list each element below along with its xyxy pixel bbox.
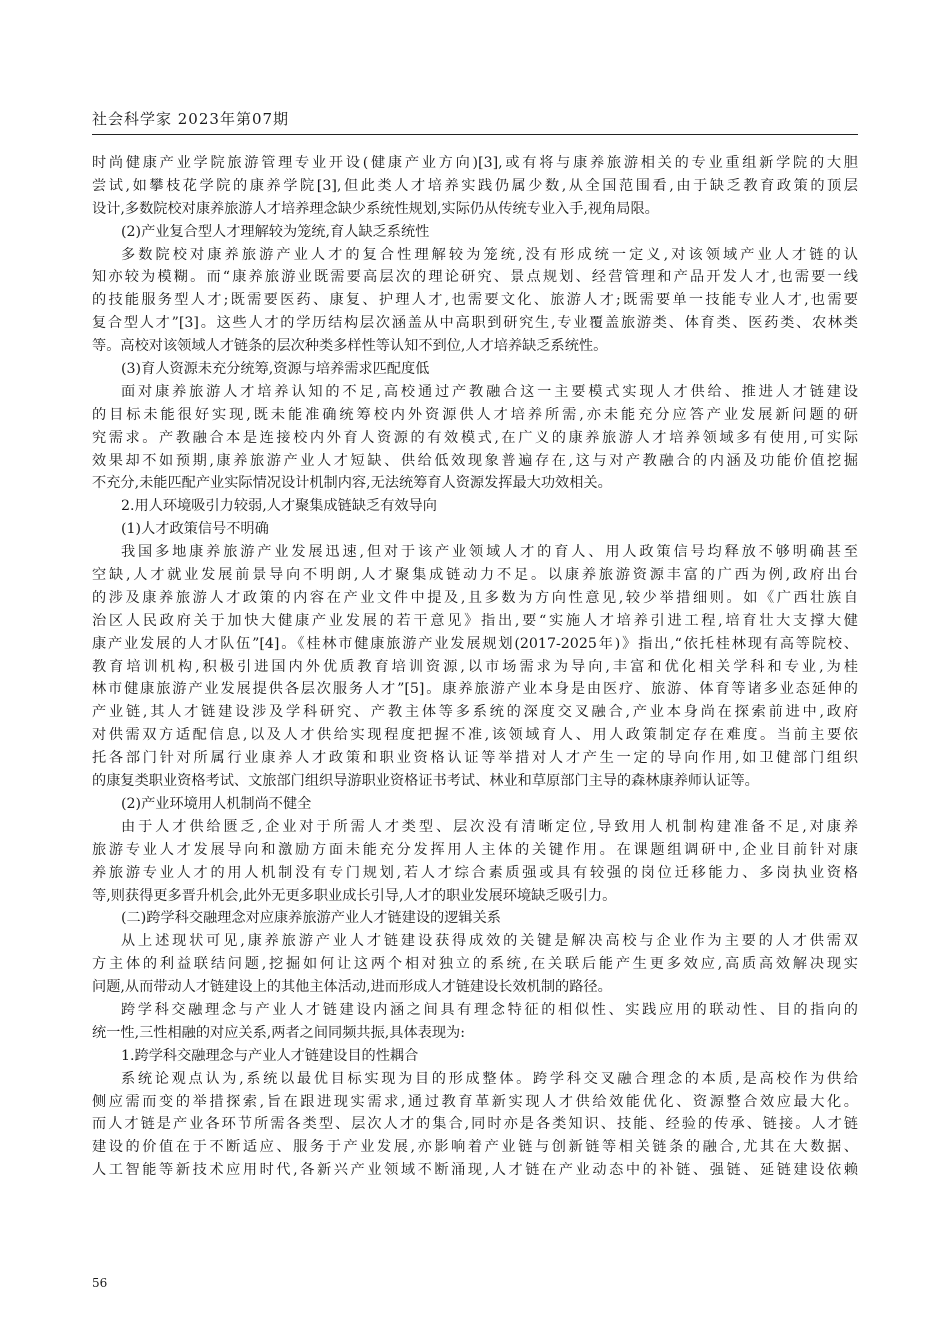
text-line: 的目标未能很好实现,既未能准确统筹校内外资源供人才培养所需,亦未能充分应答产业发展新问题的研 bbox=[92, 406, 858, 423]
text-line: 养旅游专业人才的用人机制没有专门规划,若人才综合素质强或具有较强的岗位迁移能力、多岗执业资格 bbox=[92, 864, 858, 881]
section-heading: (2)产业复合型人才理解较为笼统,育人缺乏系统性 bbox=[121, 223, 430, 240]
section-heading: (二)跨学科交融理念对应康养旅游产业人才链建设的逻辑关系 bbox=[121, 910, 501, 927]
text-line: 我国多地康养旅游产业发展迅速,但对于该产业领域人才的育人、用人政策信号均释放不够明确甚至 bbox=[121, 544, 858, 561]
text-line: 设计,多数院校对康养旅游人才培养理念缺少系统性规划,实际仍从传统专业入手,视角局限。 bbox=[92, 200, 659, 217]
section-heading: (1)人才政策信号不明确 bbox=[121, 521, 269, 538]
text-line: 教育培训机构,积极引进国内外优质教育培训资源,以市场需求为导向,丰富和优化相关学科和专业,为桂 bbox=[92, 658, 858, 675]
text-line: 由于人才供给匮乏,企业对于所需人才类型、层次没有清晰定位,导致用人机制构建准备不足,对康养 bbox=[121, 818, 858, 835]
page-number: 56 bbox=[92, 1276, 108, 1290]
text-line: 康产业发展的人才队伍”[4]。《桂林市健康旅游产业发展规划(2017-2025年)》指出,“依托桂林现有高等院校、 bbox=[92, 635, 858, 652]
text-line: 统一性,三性相融的对应关系,两者之间同频共振,具体表现为: bbox=[92, 1024, 465, 1041]
text-line: 不充分,未能匹配产业实际情况设计机制内容,无法统筹育人资源发挥最大功效相关。 bbox=[92, 475, 612, 492]
text-line: 林市健康旅游产业发展提供各层次服务人才”[5]。康养旅游产业本身是由医疗、旅游、体育等诸多业态延伸的 bbox=[92, 681, 858, 698]
text-line: 时尚健康产业学院旅游管理专业开设(健康产业方向)[3],或有将与康养旅游相关的专业重组新学院的大胆 bbox=[92, 155, 858, 171]
text-line: 问题,从而带动人才链建设上的其他主体活动,进而形成人才链建设长效机制的路径。 bbox=[92, 979, 612, 996]
section-heading: (2)产业环境用人机制尚不健全 bbox=[121, 795, 312, 812]
text-line: 跨学科交融理念与产业人才链建设内涵之间具有理念特征的相似性、实践应用的联动性、目的指向的 bbox=[121, 1001, 858, 1018]
text-line: 侧应需而变的举措探索,旨在跟进现实需求,通过教育革新实现人才供给效能优化、资源整合效应最大化。 bbox=[92, 1093, 858, 1110]
text-line: 对供需双方适配信息,以及人才供给实现程度把握不准,该领域育人、用人政策制定存在难度。当前主要依 bbox=[92, 727, 858, 744]
text-line: 产业链,其人才链建设涉及学科研究、产教主体等多系统的深度交叉融合,产业本身尚在探索前进中,政府 bbox=[92, 704, 858, 721]
text-line: 复合型人才”[3]。这些人才的学历结构层次涵盖从中高职到研究生,专业覆盖旅游类、体育类、医药类、农林类 bbox=[92, 315, 858, 332]
text-line: 空缺,人才就业发展前景导向不明朗,人才聚集成链动力不足。以康养旅游资源丰富的广西为例,政府出台 bbox=[92, 567, 858, 584]
text-line: 等,则获得更多晋升机会,此外无更多职业成长引导,人才的职业发展环境缺乏吸引力。 bbox=[92, 887, 617, 904]
text-line: 的技能服务型人才;既需要医药、康复、护理人才,也需要文化、旅游人才;既需要单一技能专业人才,也需要 bbox=[92, 292, 858, 309]
section-heading: 1.跨学科交融理念与产业人才链建设目的性耦合 bbox=[121, 1047, 419, 1064]
text-line: 尝试,如攀枝花学院的康养学院[3],但此类人才培养实践仍属少数,从全国范围看,由于缺乏教育政策的顶层 bbox=[92, 177, 858, 194]
text-line: 从上述现状可见,康养旅游产业人才链建设获得成效的关键是解决高校与企业作为主要的人才供需双 bbox=[121, 933, 858, 950]
text-line: 的涉及康养旅游人才政策的内容在产业文件中提及,且多数为方向性意见,较少举措细则。如《广西壮族自 bbox=[92, 589, 858, 606]
text-line: 等。高校对该领域人才链条的层次种类多样性等认知不到位,人才培养缺乏系统性。 bbox=[92, 338, 608, 355]
text-line: 究需求。产教融合本是连接校内外育人资源的有效模式,在广义的康养旅游人才培养领域多有使用,可实际 bbox=[92, 429, 858, 446]
text-line: 建设的价值在于不断适应、服务于产业发展,亦影响着产业链与创新链等相关链条的融合,尤其在大数据、 bbox=[92, 1139, 858, 1156]
journal-header: 社会科学家 2023年第07期 bbox=[92, 110, 290, 128]
article-body bbox=[92, 152, 858, 1182]
text-line: 知亦较为模糊。而“康养旅游业既需要高层次的理论研究、景点规划、经营管理和产品开发人才,也需要一线 bbox=[92, 269, 858, 286]
text-line: 而人才链是产业各环节所需各类型、层次人才的集合,同时亦是各类知识、技能、经验的传承、链接。人才链 bbox=[92, 1116, 858, 1133]
text-line: 面对康养旅游人才培养认知的不足,高校通过产教融合这一主要模式实现人才供给、推进人才链建设 bbox=[121, 383, 858, 400]
text-line: 系统论观点认为,系统以最优目标实现为目的形成整体。跨学科交叉融合理念的本质,是高校作为供给 bbox=[121, 1070, 858, 1087]
section-heading: (3)育人资源未充分统筹,资源与培养需求匹配度低 bbox=[121, 361, 430, 378]
text-line: 治区人民政府关于加快大健康产业发展的若干意见》指出,要“实施人才培养引进工程,培育壮大支撑大健 bbox=[92, 612, 858, 629]
text-line: 方主体的利益联结问题,挖掘如何让这两个相对独立的系统,在关联后能产生更多效应,高质高效解决现实 bbox=[92, 956, 858, 973]
text-line: 的康复类职业资格考试、文旅部门组织导游职业资格证书考试、林业和草原部门主导的森林康养师认证等。 bbox=[92, 773, 759, 790]
text-line: 托各部门针对所属行业康养人才政策和职业资格认证等举措对人才产生一定的导向作用,如卫健部门组织 bbox=[92, 750, 858, 767]
section-heading: 2.用人环境吸引力较弱,人才聚集成链缺乏有效导向 bbox=[121, 498, 437, 515]
text-line: 人工智能等新技术应用时代,各新兴产业领域不断涌现,人才链在产业动态中的补链、强链、延链建设依赖 bbox=[92, 1162, 858, 1179]
text-line: 多数院校对康养旅游产业人才的复合性理解较为笼统,没有形成统一定义,对该领域产业人才链的认 bbox=[121, 246, 858, 263]
text-line: 效果却不如预期,康养旅游产业人才短缺、供给低效现象普遍存在,这与对产教融合的内涵及功能价值挖掘 bbox=[92, 452, 858, 469]
text-line: 旅游专业人才发展导向和激励方面未能充分发挥用人主体的关键作用。在课题组调研中,企业目前针对康 bbox=[92, 841, 858, 858]
header-rule bbox=[92, 134, 858, 135]
